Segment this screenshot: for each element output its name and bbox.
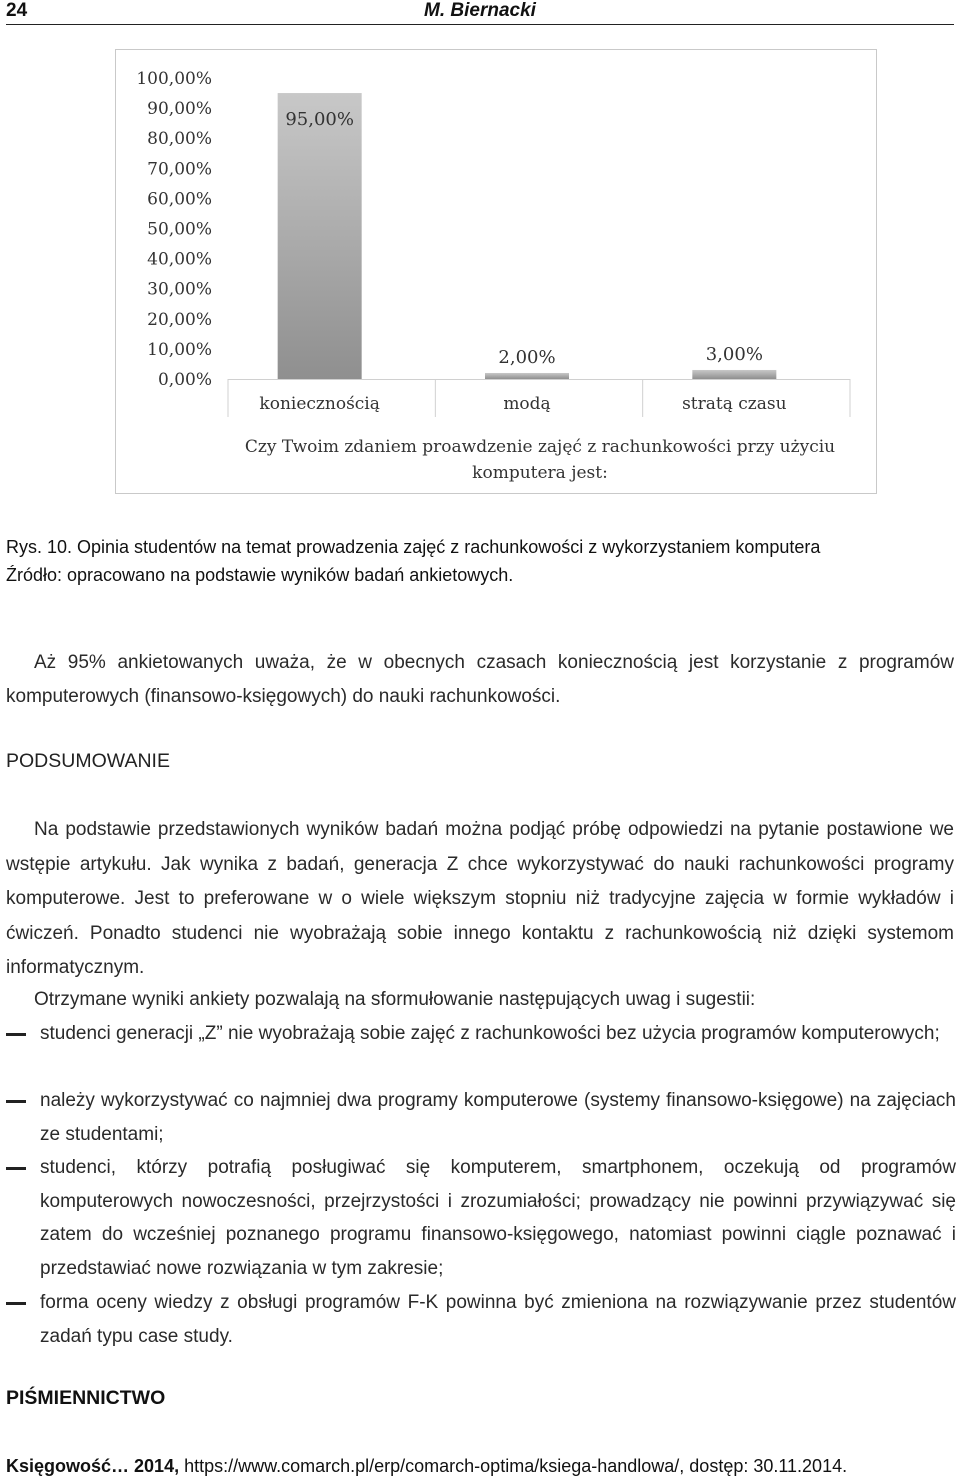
bar-value-label: 3,00% [705,343,763,365]
y-tick-label: 40,00% [147,249,212,270]
dash-bullet [6,1100,26,1103]
figure-caption-title: Rys. 10. Opinia studentów na temat prowadzenia zajęć z rachunkowości z wykorzystaniem komputera [6,537,821,557]
summary-paragraph: Na podstawie przedstawionych wyników badań można podjąć próbę odpowiedzi na pytanie postawione we wstępie artykułu. Jak wynika z badań, generacja Z chce wykorzystywać do nauki rachunkowości programy komputerowe. Jest to preferowane w o wiele większym stopniu niż tradycyjne zajęcia w formie wykładów i ćwiczeń. Ponadto studenci nie wyobrażają sobie innego kontaktu z rachunkowością niż dzięki systemom informatycznym. [6,819,954,978]
y-tick-label: 70,00% [147,159,212,180]
dash-bullet [6,1033,26,1036]
page-header [6,0,954,25]
y-tick-label: 80,00% [147,129,212,150]
list-item-text: studenci generacji „Z” nie wyobrażają sobie zajęć z rachunkowości bez użycia programów komputerowych; [40,1023,940,1044]
bar-chart [115,49,877,494]
y-tick-label: 50,00% [147,219,212,240]
running-author: M. Biernacki [424,0,536,21]
list-item-text: należy wykorzystywać co najmniej dwa programy komputerowe (systemy finansowo-księgowe) na zajęciach ze studentami; [40,1090,956,1145]
dash-bullet [6,1167,26,1170]
bibliography-entry-details: https://www.comarch.pl/erp/comarch-optima/ksiega-handlowa/, dostęp: 30.11.2014. [179,1456,848,1476]
intro-paragraph: Aż 95% ankietowanych uważa, że w obecnych czasach koniecznością jest korzystanie z programów komputerowych (finansowo-księgowych) do nauki rachunkowości. [6,652,954,707]
bar [485,373,569,379]
y-tick-label: 90,00% [147,99,212,120]
y-tick-label: 0,00% [157,370,212,390]
y-tick-label: 60,00% [147,189,212,210]
bibliography-heading: PIŚMIENNICTWO [6,1387,166,1409]
y-tick-label: 30,00% [147,279,212,300]
bar-chart-svg [116,50,876,493]
bibliography-entry-source: Księgowość… 2014, [6,1456,180,1476]
x-category-label: modą [503,394,551,414]
x-category-label: stratą czasu [682,394,787,414]
x-category-label: koniecznością [259,394,380,414]
figure-caption [6,533,820,589]
page-number: 24 [6,0,28,21]
bar-value-label: 2,00% [498,346,556,368]
summary-heading: PODSUMOWANIE [6,750,170,772]
bar [692,370,776,379]
y-tick-label: 10,00% [147,339,212,360]
chart-title-line: Czy Twoim zdaniem proawdzenie zajęć z rachunkowości przy użyciu [244,437,836,457]
figure-caption-source: Źródło: opracowano na podstawie wyników badań ankietowych. [6,565,514,585]
bar [278,93,362,379]
chart-title-line: komputera jest: [472,463,608,483]
list-intro: Otrzymane wyniki ankiety pozwalają na sformułowanie następujących uwag i sugestii: [34,989,756,1010]
dash-bullet [6,1302,26,1305]
y-tick-label: 100,00% [136,69,212,89]
bar-value-label: 95,00% [285,109,354,131]
bibliography-entry [6,1456,847,1477]
list-item-text: forma oceny wiedzy z obsługi programów F-K powinna być zmieniona na rozwiązywanie przez studentów zadań typu case study. [40,1292,956,1347]
list-item-text: studenci, którzy potrafią posługiwać się komputerem, smartphonem, oczekują od programów komputerowych nowoczesności, przejrzystości i zrozumiałości; prowadzący nie powinni przywiązywać się zatem do wcześniej poznanego programu finansowo-księgowego, natomiast powinni ciągle poznawać i przedstawiać nowe rozwiązania w tym zakresie; [40,1157,956,1279]
y-tick-label: 20,00% [147,309,212,330]
